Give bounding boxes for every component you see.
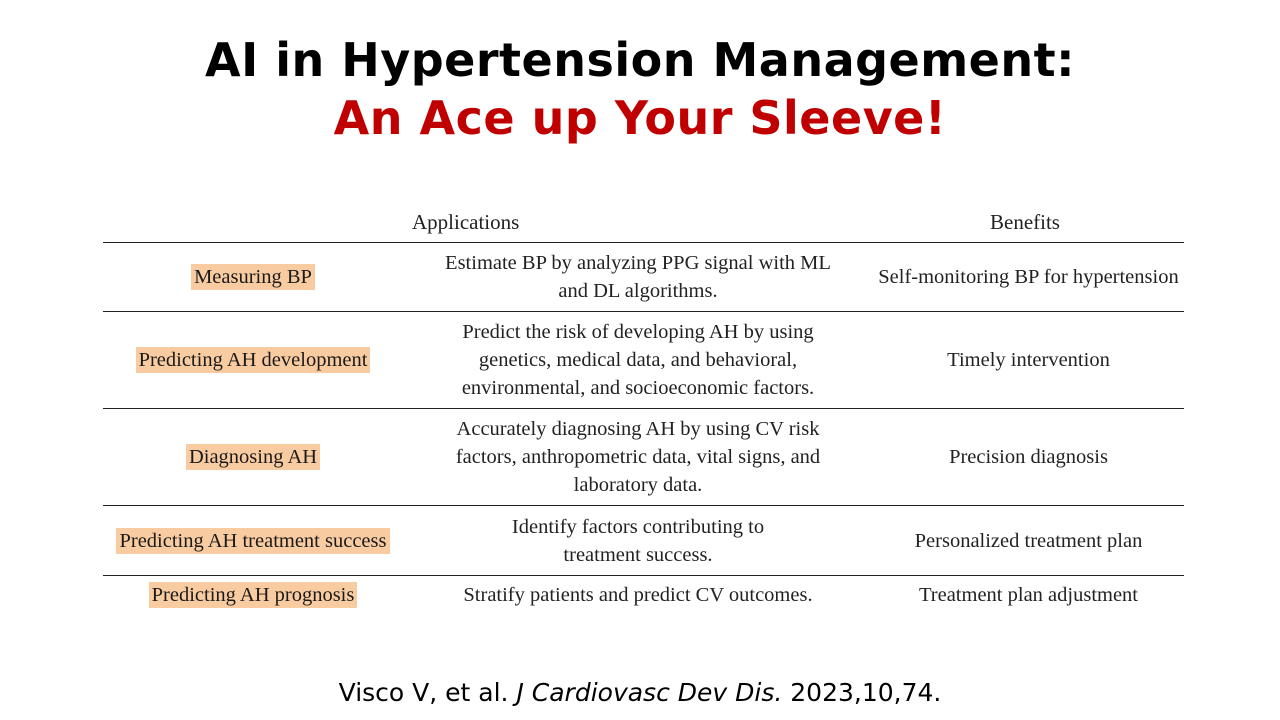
application-benefit: Timely intervention: [947, 349, 1110, 371]
application-label: Predicting AH development: [136, 347, 371, 373]
table-row: [103, 576, 1184, 614]
citation: [0, 678, 1280, 707]
table-row: [103, 409, 1184, 506]
applications-table: [103, 200, 1184, 614]
table-row: [103, 506, 1184, 576]
application-description: Estimate BP by analyzing PPG signal with ML and DL algorithms.: [445, 252, 831, 302]
application-description: Identify factors contributing to treatment success.: [511, 515, 765, 566]
citation-authors: Visco V, et al.: [338, 678, 509, 707]
header-applications: Applications: [412, 210, 520, 234]
application-description: Accurately diagnosing AH by using CV risk factors, anthropometric data, vital signs, and laboratory data.: [455, 418, 821, 496]
application-benefit: Treatment plan adjustment: [918, 584, 1138, 606]
application-label: Diagnosing AH: [186, 444, 320, 470]
citation-journal: J Cardiovasc Dev Dis.: [516, 678, 783, 707]
table-header: [103, 200, 1184, 243]
citation-details: 2023,10,74.: [790, 678, 942, 707]
application-benefit: Precision diagnosis: [949, 446, 1108, 468]
application-benefit: Personalized treatment plan: [914, 529, 1143, 552]
application-benefit: Self-monitoring BP for hypertension: [878, 266, 1179, 288]
application-label: Measuring BP: [191, 264, 315, 290]
application-description: Predict the risk of developing AH by using genetics, medical data, and behavioral, environmental, and socioeconomic factors.: [461, 321, 815, 399]
application-description: Stratify patients and predict CV outcomes.: [463, 584, 813, 606]
slide-title: AI in Hypertension Management:: [205, 33, 1075, 87]
table-row: [103, 312, 1184, 409]
application-label: Predicting AH treatment success: [116, 528, 389, 554]
slide-subtitle: An Ace up Your Sleeve!: [333, 91, 947, 145]
application-label: Predicting AH prognosis: [149, 582, 358, 608]
header-benefits: Benefits: [990, 210, 1060, 234]
table-row: [103, 243, 1184, 312]
